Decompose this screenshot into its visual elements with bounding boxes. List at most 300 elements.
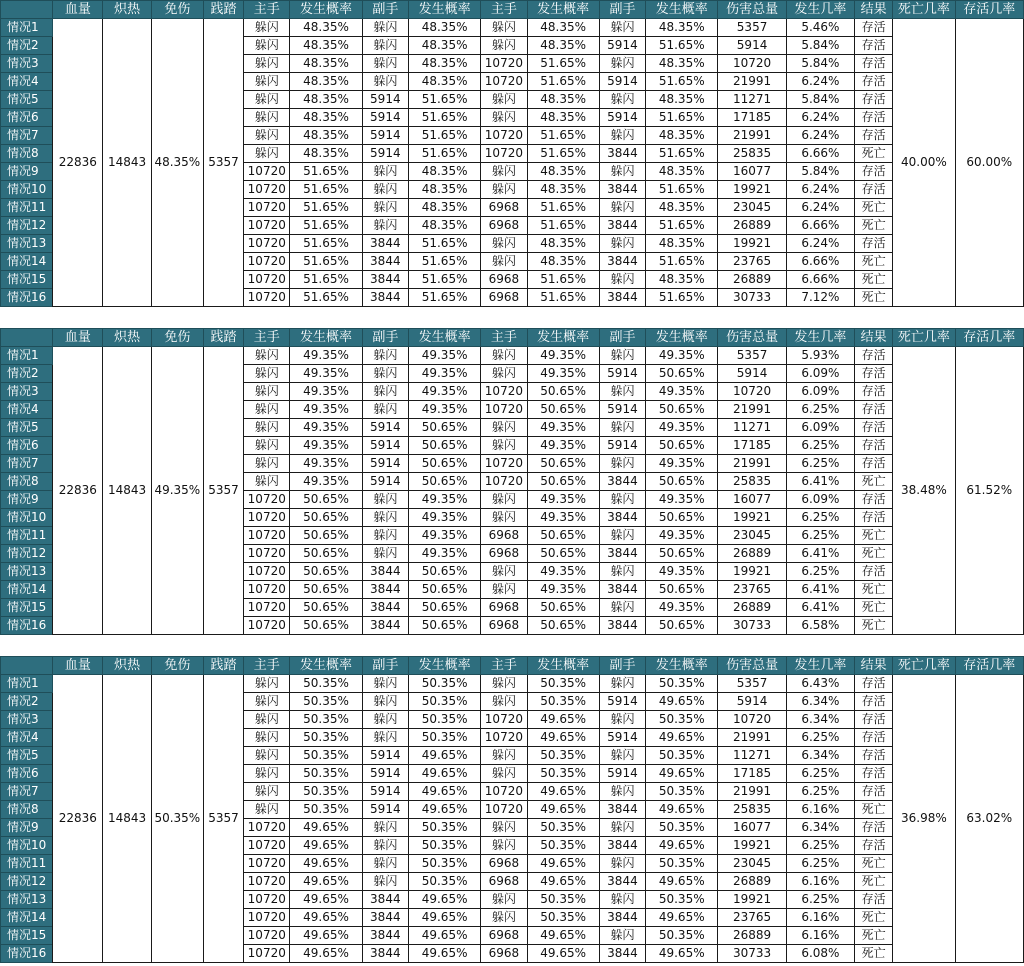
main2-value: 躲闪 — [481, 19, 527, 37]
main2-prob: 49.35% — [527, 491, 599, 509]
occur-chance: 6.66% — [786, 253, 854, 271]
main1-prob: 51.65% — [290, 235, 362, 253]
damage-total: 19921 — [718, 837, 786, 855]
case-label: 情况12 — [1, 873, 53, 891]
damage-total: 26889 — [718, 545, 786, 563]
off1-value: 3844 — [362, 617, 408, 635]
main2-value: 躲闪 — [481, 909, 527, 927]
off1-value: 躲闪 — [362, 837, 408, 855]
main2-prob: 50.35% — [527, 891, 599, 909]
result: 存活 — [855, 455, 893, 473]
main1-prob: 50.35% — [290, 747, 362, 765]
main1-prob: 50.65% — [290, 527, 362, 545]
main2-prob: 48.35% — [527, 235, 599, 253]
main2-prob: 49.35% — [527, 365, 599, 383]
main1-prob: 49.65% — [290, 909, 362, 927]
main2-prob: 49.35% — [527, 581, 599, 599]
result: 存活 — [855, 783, 893, 801]
off2-prob: 51.65% — [646, 289, 718, 307]
main2-prob: 51.65% — [527, 271, 599, 289]
off2-value: 5914 — [599, 37, 645, 55]
result: 存活 — [855, 891, 893, 909]
off1-prob: 50.65% — [408, 599, 480, 617]
main1-value: 躲闪 — [244, 401, 290, 419]
off1-value: 5914 — [362, 473, 408, 491]
off2-prob: 49.35% — [646, 455, 718, 473]
off2-value: 躲闪 — [599, 855, 645, 873]
main2-value: 躲闪 — [481, 419, 527, 437]
main2-prob: 49.35% — [527, 509, 599, 527]
main1-value: 躲闪 — [244, 383, 290, 401]
occur-chance: 6.34% — [786, 747, 854, 765]
off2-prob: 49.35% — [646, 491, 718, 509]
damage-total: 11271 — [718, 91, 786, 109]
main2-value: 躲闪 — [481, 437, 527, 455]
off1-prob: 48.35% — [408, 199, 480, 217]
result: 存活 — [855, 693, 893, 711]
damage-total: 5914 — [718, 37, 786, 55]
damage-total: 19921 — [718, 891, 786, 909]
off2-value: 躲闪 — [599, 347, 645, 365]
off2-value: 3844 — [599, 801, 645, 819]
occur-chance: 6.25% — [786, 401, 854, 419]
off1-value: 3844 — [362, 599, 408, 617]
main1-value: 躲闪 — [244, 91, 290, 109]
main1-value: 躲闪 — [244, 747, 290, 765]
main2-prob: 48.35% — [527, 253, 599, 271]
off2-prob: 50.65% — [646, 581, 718, 599]
main2-value: 躲闪 — [481, 509, 527, 527]
off2-value: 躲闪 — [599, 199, 645, 217]
occur-chance: 6.25% — [786, 855, 854, 873]
result: 死亡 — [855, 271, 893, 289]
main2-value: 躲闪 — [481, 581, 527, 599]
occur-chance: 6.25% — [786, 509, 854, 527]
off1-value: 躲闪 — [362, 73, 408, 91]
off2-prob: 51.65% — [646, 181, 718, 199]
header-death: 死亡几率 — [893, 657, 955, 675]
main2-value: 6968 — [481, 199, 527, 217]
header-row — [1, 329, 1024, 347]
main1-value: 10720 — [244, 235, 290, 253]
result: 存活 — [855, 127, 893, 145]
main1-value: 10720 — [244, 837, 290, 855]
main1-value: 躲闪 — [244, 19, 290, 37]
occur-chance: 5.84% — [786, 91, 854, 109]
main2-prob: 49.65% — [527, 711, 599, 729]
header-blank — [1, 657, 53, 675]
off1-prob: 50.65% — [408, 617, 480, 635]
main1-prob: 50.35% — [290, 711, 362, 729]
occur-chance: 6.09% — [786, 383, 854, 401]
main2-prob: 49.65% — [527, 855, 599, 873]
main1-prob: 49.65% — [290, 819, 362, 837]
main1-value: 10720 — [244, 581, 290, 599]
main2-prob: 51.65% — [527, 199, 599, 217]
off2-value: 5914 — [599, 401, 645, 419]
off1-prob: 50.35% — [408, 873, 480, 891]
off2-value: 躲闪 — [599, 163, 645, 181]
main1-value: 10720 — [244, 491, 290, 509]
main1-prob: 48.35% — [290, 19, 362, 37]
result: 存活 — [855, 675, 893, 693]
occur-chance: 6.41% — [786, 581, 854, 599]
occur-chance: 6.24% — [786, 127, 854, 145]
main2-value: 躲闪 — [481, 365, 527, 383]
off1-prob: 50.65% — [408, 419, 480, 437]
result: 存活 — [855, 711, 893, 729]
damage-total: 23045 — [718, 527, 786, 545]
off2-value: 3844 — [599, 909, 645, 927]
off2-prob: 51.65% — [646, 109, 718, 127]
main1-prob: 49.35% — [290, 419, 362, 437]
main1-value: 躲闪 — [244, 675, 290, 693]
main1-value: 躲闪 — [244, 55, 290, 73]
main2-value: 躲闪 — [481, 91, 527, 109]
damage-total: 16077 — [718, 819, 786, 837]
header-survive: 存活几率 — [955, 1, 1023, 19]
result: 存活 — [855, 437, 893, 455]
off1-value: 躲闪 — [362, 383, 408, 401]
main2-prob: 51.65% — [527, 145, 599, 163]
merged-hp: 22836 — [53, 19, 103, 307]
main2-prob: 49.65% — [527, 945, 599, 963]
main2-prob: 51.65% — [527, 217, 599, 235]
header-main2: 主手 — [481, 329, 527, 347]
off1-prob: 51.65% — [408, 109, 480, 127]
main2-value: 10720 — [481, 801, 527, 819]
main1-value: 躲闪 — [244, 109, 290, 127]
off1-prob: 51.65% — [408, 253, 480, 271]
off1-prob: 48.35% — [408, 55, 480, 73]
off1-value: 躲闪 — [362, 163, 408, 181]
main2-prob: 50.65% — [527, 455, 599, 473]
damage-total: 11271 — [718, 419, 786, 437]
main2-prob: 49.65% — [527, 729, 599, 747]
off1-prob: 50.35% — [408, 729, 480, 747]
header-off1: 副手 — [362, 329, 408, 347]
result: 存活 — [855, 235, 893, 253]
off2-prob: 49.35% — [646, 527, 718, 545]
case-label: 情况8 — [1, 801, 53, 819]
off1-value: 躲闪 — [362, 855, 408, 873]
header-result: 结果 — [855, 1, 893, 19]
off2-value: 3844 — [599, 873, 645, 891]
off2-prob: 51.65% — [646, 73, 718, 91]
main2-prob: 50.65% — [527, 383, 599, 401]
merged-death: 38.48% — [893, 347, 955, 635]
result: 死亡 — [855, 945, 893, 963]
occur-chance: 6.24% — [786, 73, 854, 91]
main2-value: 躲闪 — [481, 37, 527, 55]
case-label: 情况7 — [1, 127, 53, 145]
off2-value: 躲闪 — [599, 819, 645, 837]
header-prob1: 发生概率 — [290, 657, 362, 675]
off1-prob: 51.65% — [408, 145, 480, 163]
main1-value: 躲闪 — [244, 729, 290, 747]
main1-value: 躲闪 — [244, 145, 290, 163]
header-burn: 炽热 — [103, 1, 151, 19]
header-off1: 副手 — [362, 657, 408, 675]
occur-chance: 6.66% — [786, 145, 854, 163]
occur-chance: 6.16% — [786, 873, 854, 891]
off1-value: 躲闪 — [362, 693, 408, 711]
off1-value: 5914 — [362, 145, 408, 163]
occur-chance: 5.84% — [786, 163, 854, 181]
merged-death: 36.98% — [893, 675, 955, 963]
off1-prob: 50.35% — [408, 837, 480, 855]
main2-value: 10720 — [481, 455, 527, 473]
merged-hp: 22836 — [53, 675, 103, 963]
main1-prob: 48.35% — [290, 109, 362, 127]
occur-chance: 6.09% — [786, 419, 854, 437]
scenario-block — [0, 328, 1024, 635]
header-blank — [1, 1, 53, 19]
main1-value: 10720 — [244, 527, 290, 545]
result: 存活 — [855, 109, 893, 127]
main2-prob: 51.65% — [527, 289, 599, 307]
off2-prob: 48.35% — [646, 55, 718, 73]
result: 存活 — [855, 819, 893, 837]
table-row — [1, 675, 1024, 693]
off1-value: 躲闪 — [362, 347, 408, 365]
header-chance: 发生几率 — [786, 1, 854, 19]
main1-value: 躲闪 — [244, 783, 290, 801]
off1-value: 3844 — [362, 927, 408, 945]
main2-value: 10720 — [481, 55, 527, 73]
main2-value: 躲闪 — [481, 675, 527, 693]
occur-chance: 6.24% — [786, 235, 854, 253]
result: 存活 — [855, 837, 893, 855]
scenario-table — [0, 328, 1024, 635]
main2-prob: 50.35% — [527, 909, 599, 927]
header-prob1: 发生概率 — [290, 329, 362, 347]
header-death: 死亡几率 — [893, 329, 955, 347]
merged-dodge: 49.35% — [151, 347, 203, 635]
off2-value: 3844 — [599, 945, 645, 963]
main2-prob: 51.65% — [527, 73, 599, 91]
occur-chance: 6.24% — [786, 181, 854, 199]
off2-prob: 49.65% — [646, 693, 718, 711]
off2-prob: 50.65% — [646, 617, 718, 635]
damage-total: 11271 — [718, 747, 786, 765]
off2-prob: 49.35% — [646, 563, 718, 581]
scenario-block — [0, 0, 1024, 307]
occur-chance: 6.41% — [786, 599, 854, 617]
main2-value: 10720 — [481, 711, 527, 729]
off2-value: 3844 — [599, 509, 645, 527]
off2-value: 躲闪 — [599, 235, 645, 253]
result: 存活 — [855, 19, 893, 37]
off2-prob: 49.65% — [646, 729, 718, 747]
main2-prob: 48.35% — [527, 181, 599, 199]
header-prob4: 发生概率 — [646, 657, 718, 675]
case-label: 情况2 — [1, 37, 53, 55]
case-label: 情况5 — [1, 747, 53, 765]
off2-prob: 50.35% — [646, 891, 718, 909]
main1-prob: 50.35% — [290, 801, 362, 819]
off2-value: 5914 — [599, 729, 645, 747]
off2-value: 躲闪 — [599, 747, 645, 765]
main2-value: 躲闪 — [481, 837, 527, 855]
main1-value: 躲闪 — [244, 419, 290, 437]
main1-prob: 50.35% — [290, 729, 362, 747]
main1-value: 10720 — [244, 545, 290, 563]
header-burn: 炽热 — [103, 329, 151, 347]
main2-prob: 49.35% — [527, 563, 599, 581]
case-label: 情况15 — [1, 927, 53, 945]
main1-value: 10720 — [244, 509, 290, 527]
off2-value: 躲闪 — [599, 563, 645, 581]
main2-prob: 48.35% — [527, 91, 599, 109]
main2-value: 10720 — [481, 383, 527, 401]
off1-prob: 49.65% — [408, 801, 480, 819]
damage-total: 26889 — [718, 271, 786, 289]
header-blank — [1, 329, 53, 347]
case-label: 情况11 — [1, 527, 53, 545]
main2-prob: 50.35% — [527, 693, 599, 711]
main2-prob: 50.65% — [527, 401, 599, 419]
main1-prob: 49.35% — [290, 455, 362, 473]
main1-value: 10720 — [244, 253, 290, 271]
damage-total: 21991 — [718, 73, 786, 91]
occur-chance: 6.34% — [786, 819, 854, 837]
header-off2: 副手 — [599, 329, 645, 347]
off1-prob: 50.35% — [408, 819, 480, 837]
case-label: 情况16 — [1, 289, 53, 307]
case-label: 情况13 — [1, 563, 53, 581]
header-dodge: 免伤 — [151, 329, 203, 347]
off1-value: 躲闪 — [362, 199, 408, 217]
merged-dodge: 50.35% — [151, 675, 203, 963]
main1-value: 10720 — [244, 855, 290, 873]
off2-prob: 50.35% — [646, 747, 718, 765]
off2-value: 3844 — [599, 473, 645, 491]
occur-chance: 6.25% — [786, 437, 854, 455]
main2-prob: 50.65% — [527, 473, 599, 491]
result: 存活 — [855, 765, 893, 783]
main2-prob: 48.35% — [527, 163, 599, 181]
damage-total: 26889 — [718, 873, 786, 891]
off1-prob: 51.65% — [408, 289, 480, 307]
main2-prob: 49.65% — [527, 783, 599, 801]
main1-prob: 50.65% — [290, 581, 362, 599]
main1-prob: 48.35% — [290, 145, 362, 163]
off1-prob: 49.35% — [408, 365, 480, 383]
damage-total: 21991 — [718, 783, 786, 801]
off1-value: 3844 — [362, 235, 408, 253]
main2-value: 6968 — [481, 527, 527, 545]
main2-prob: 50.35% — [527, 747, 599, 765]
result: 死亡 — [855, 217, 893, 235]
main1-value: 躲闪 — [244, 347, 290, 365]
off2-value: 躲闪 — [599, 19, 645, 37]
off2-value: 5914 — [599, 73, 645, 91]
main2-value: 6968 — [481, 945, 527, 963]
main1-value: 躲闪 — [244, 693, 290, 711]
off1-prob: 49.35% — [408, 347, 480, 365]
header-death: 死亡几率 — [893, 1, 955, 19]
main2-prob: 50.65% — [527, 599, 599, 617]
damage-total: 21991 — [718, 455, 786, 473]
header-total: 伤害总量 — [718, 329, 786, 347]
main2-value: 10720 — [481, 783, 527, 801]
damage-total: 19921 — [718, 563, 786, 581]
case-label: 情况4 — [1, 401, 53, 419]
main2-value: 躲闪 — [481, 491, 527, 509]
off1-prob: 51.65% — [408, 271, 480, 289]
result: 存活 — [855, 73, 893, 91]
main1-prob: 51.65% — [290, 163, 362, 181]
off2-value: 躲闪 — [599, 891, 645, 909]
result: 存活 — [855, 491, 893, 509]
main1-prob: 48.35% — [290, 37, 362, 55]
off1-prob: 48.35% — [408, 163, 480, 181]
header-dodge: 免伤 — [151, 1, 203, 19]
off1-prob: 51.65% — [408, 235, 480, 253]
case-label: 情况12 — [1, 545, 53, 563]
result: 存活 — [855, 419, 893, 437]
off2-prob: 48.35% — [646, 235, 718, 253]
main1-prob: 49.35% — [290, 383, 362, 401]
result: 存活 — [855, 509, 893, 527]
main2-value: 躲闪 — [481, 693, 527, 711]
off2-value: 躲闪 — [599, 91, 645, 109]
main1-prob: 50.35% — [290, 765, 362, 783]
occur-chance: 6.25% — [786, 729, 854, 747]
off2-prob: 49.65% — [646, 765, 718, 783]
off2-prob: 50.35% — [646, 819, 718, 837]
main2-value: 10720 — [481, 73, 527, 91]
off1-value: 躲闪 — [362, 401, 408, 419]
off2-prob: 50.65% — [646, 437, 718, 455]
main1-value: 10720 — [244, 617, 290, 635]
occur-chance: 6.08% — [786, 945, 854, 963]
damage-total: 25835 — [718, 473, 786, 491]
off1-prob: 49.65% — [408, 945, 480, 963]
main1-value: 躲闪 — [244, 765, 290, 783]
result: 死亡 — [855, 855, 893, 873]
main2-prob: 50.65% — [527, 545, 599, 563]
off1-prob: 51.65% — [408, 127, 480, 145]
merged-hp: 22836 — [53, 347, 103, 635]
case-label: 情况1 — [1, 19, 53, 37]
header-trample: 践踏 — [203, 329, 243, 347]
merged-survive: 61.52% — [955, 347, 1023, 635]
case-label: 情况13 — [1, 235, 53, 253]
header-dodge: 免伤 — [151, 657, 203, 675]
main1-value: 10720 — [244, 217, 290, 235]
damage-total: 5357 — [718, 19, 786, 37]
off1-prob: 49.65% — [408, 783, 480, 801]
main1-prob: 48.35% — [290, 55, 362, 73]
header-main2: 主手 — [481, 657, 527, 675]
main1-value: 10720 — [244, 945, 290, 963]
off1-prob: 49.65% — [408, 927, 480, 945]
off1-prob: 49.35% — [408, 509, 480, 527]
occur-chance: 6.16% — [786, 927, 854, 945]
main1-value: 躲闪 — [244, 473, 290, 491]
merged-trample: 5357 — [203, 347, 243, 635]
header-prob3: 发生概率 — [527, 1, 599, 19]
result: 死亡 — [855, 599, 893, 617]
off2-value: 3844 — [599, 545, 645, 563]
case-label: 情况2 — [1, 693, 53, 711]
off1-value: 躲闪 — [362, 491, 408, 509]
damage-total: 30733 — [718, 945, 786, 963]
damage-total: 10720 — [718, 711, 786, 729]
main1-prob: 49.65% — [290, 891, 362, 909]
